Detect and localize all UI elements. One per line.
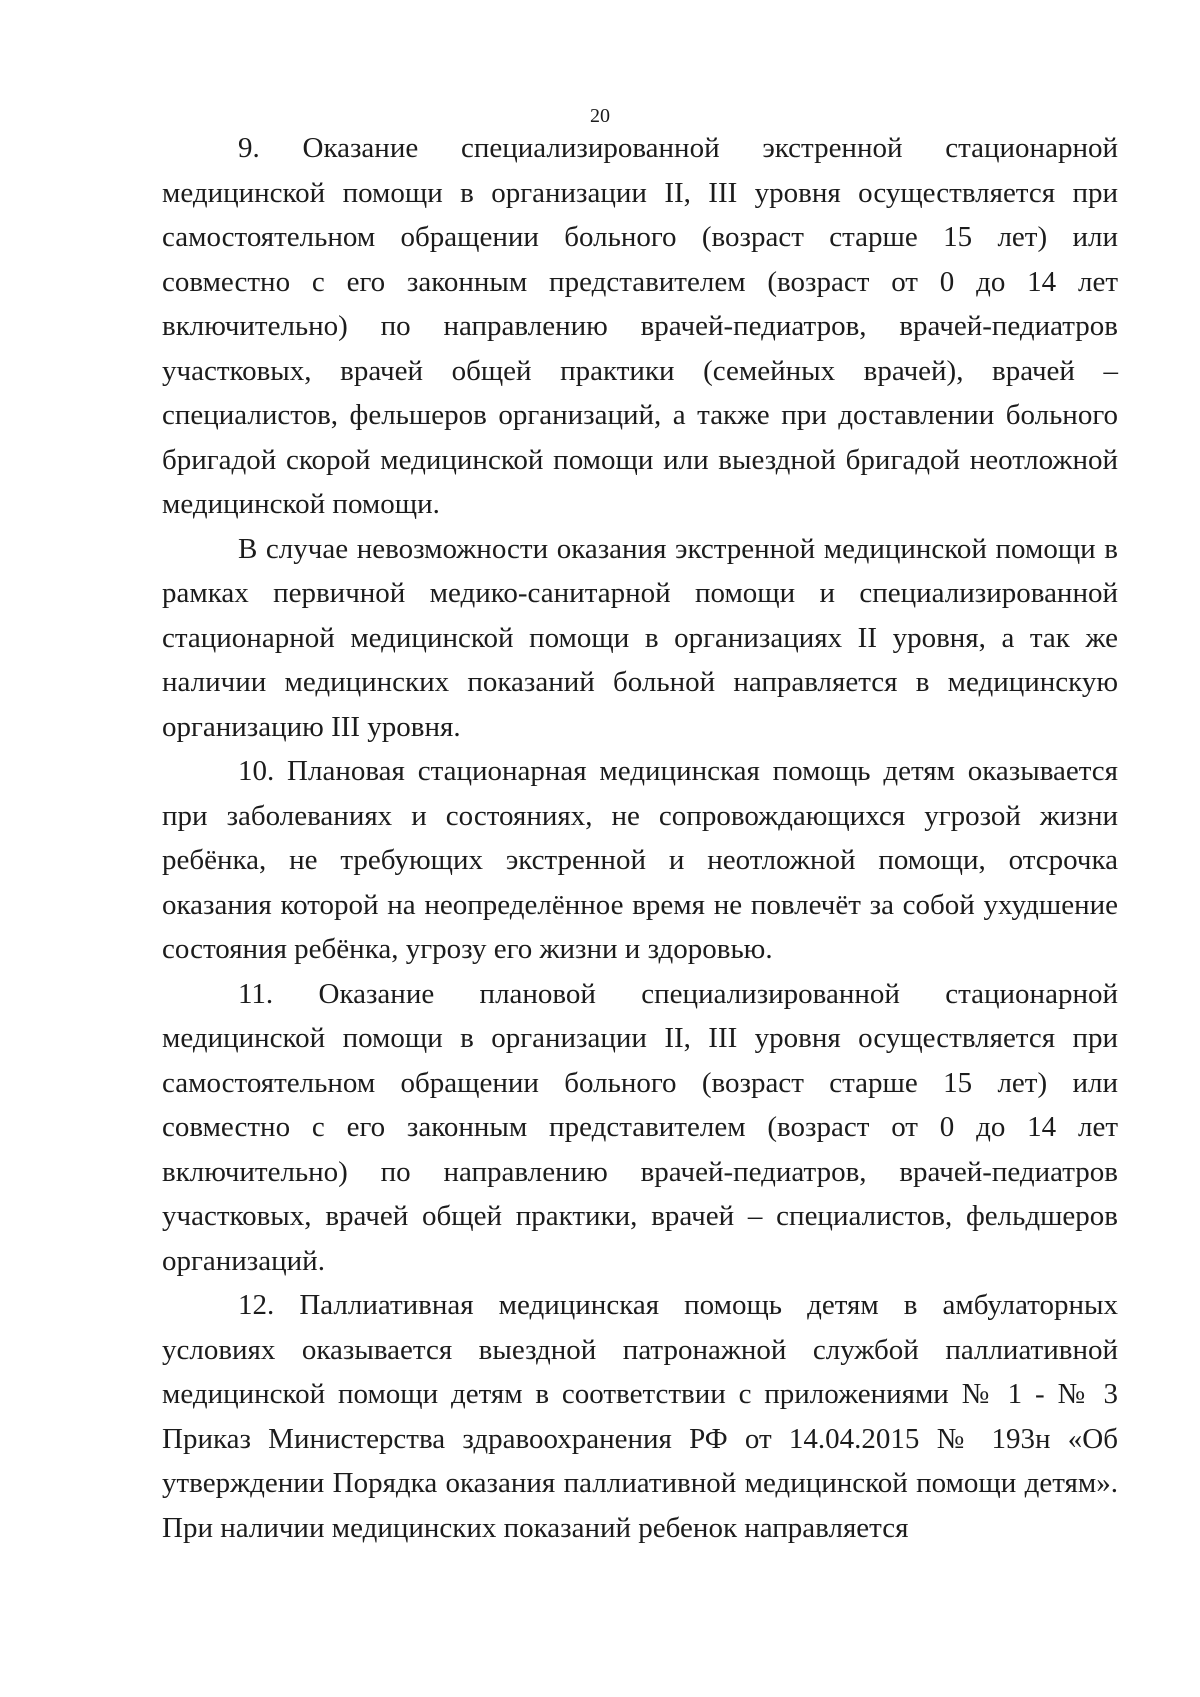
paragraph-11: 11. Оказание плановой специализированной стационарной медицинской помощи в организации II, III уровня осуществляется при самостоятельном обращении больного (возраст старше 15 лет) или совместно с его законным представителем (возраст от 0 до 14 лет включительно) по направлению врачей-педиатров, врачей-педиатров участковых, врачей общей практики, врачей – специалистов, фельдшеров организаций.	[162, 977, 1118, 1277]
document-body	[162, 126, 1118, 1550]
paragraph-emergency-referral: В случае невозможности оказания экстренной медицинской помощи в рамках первичной медико-санитарной помощи и специализированной стационарной медицинской помощи в организациях II уровня, а так же наличии медицинских показаний больной направляется в медицинскую организацию III уровня.	[162, 532, 1118, 743]
paragraph-9: 9. Оказание специализированной экстренной стационарной медицинской помощи в организации II, III уровня осуществляется при самостоятельном обращении больного (возраст старше 15 лет) или совместно с его законным представителем (возраст от 0 до 14 лет включительно) по направлению врачей-педиатров, врачей-педиатров участковых, врачей общей практики (семейных врачей), врачей – специалистов, фельшеров организаций, а также при доставлении больного бригадой скорой медицинской помощи или выездной бригадой неотложной медицинской помощи.	[162, 132, 1118, 520]
paragraph-10: 10. Плановая стационарная медицинская помощь детям оказывается при заболеваниях и состояниях, не сопровождающихся угрозой жизни ребёнка, не требующих экстренной и неотложной помощи, отсрочка оказания которой на неопределённое время не повлечёт за собой ухудшение состояния ребёнка, угрозу его жизни и здоровью.	[162, 755, 1118, 965]
paragraph-12: 12. Паллиативная медицинская помощь детям в амбулаторных условиях оказывается выездной патронажной службой паллиативной медицинской помощи детям в соответствии с приложениями № 1 - № 3 Приказ Министерства здравоохранения РФ от 14.04.2015 № 193н «Об утверждении Порядка оказания паллиативной медицинской помощи детям». При наличии медицинских показаний ребенок направляется	[162, 1289, 1118, 1544]
page-number: 20	[590, 105, 610, 127]
